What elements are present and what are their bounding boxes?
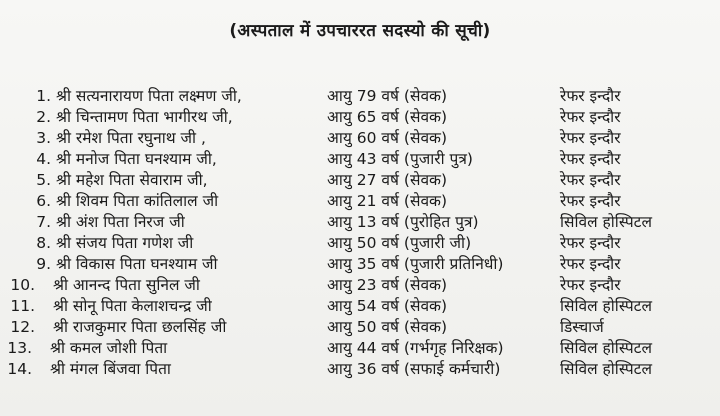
- hospital-status: रेफर इन्दौर: [560, 171, 621, 189]
- row-number: 11.: [10, 297, 35, 315]
- hospital-status: रेफर इन्दौर: [560, 276, 621, 294]
- list-item: [0, 107, 720, 128]
- hospital-status: सिविल होस्पिटल: [560, 297, 652, 315]
- member-age-role: आयु 60 वर्ष (सेवक): [327, 129, 448, 147]
- list-item: [0, 317, 720, 338]
- member-age-role: आयु 79 वर्ष (सेवक): [327, 87, 448, 105]
- member-name: श्री मंगल बिंजवा पिता: [50, 360, 171, 378]
- hospital-status: रेफर इन्दौर: [560, 108, 621, 126]
- member-age-role: आयु 44 वर्ष (गर्भगृह निरिक्षक): [327, 339, 504, 357]
- list-item: [0, 128, 720, 149]
- member-age-role: आयु 21 वर्ष (सेवक): [327, 192, 448, 210]
- row-number: 4.: [36, 150, 51, 168]
- member-name: श्री कमल जोशी पिता: [50, 339, 168, 357]
- member-age-role: आयु 36 वर्ष (सफाई कर्मचारी): [327, 360, 501, 378]
- hospital-status: रेफर इन्दौर: [560, 255, 621, 273]
- hospital-status: डिस्चार्ज: [560, 318, 604, 336]
- hospital-status: रेफर इन्दौर: [560, 192, 621, 210]
- hospital-status: रेफर इन्दौर: [560, 87, 621, 105]
- hospital-status: सिविल होस्पिटल: [560, 213, 652, 231]
- member-name: श्री चिन्तामण पिता भागीरथ जी,: [56, 108, 233, 126]
- row-number: 10.: [10, 276, 35, 294]
- list-item: [0, 254, 720, 275]
- row-number: 14.: [7, 360, 32, 378]
- member-age-role: आयु 27 वर्ष (सेवक): [327, 171, 448, 189]
- member-name: श्री मनोज पिता घनश्याम जी,: [56, 150, 217, 168]
- row-number: 1.: [36, 87, 51, 105]
- member-name: श्री महेश पिता सेवाराम जी,: [56, 171, 208, 189]
- row-number: 2.: [36, 108, 51, 126]
- list-item: [0, 86, 720, 107]
- row-number: 13.: [7, 339, 32, 357]
- hospital-status: सिविल होस्पिटल: [560, 360, 652, 378]
- list-item: [0, 338, 720, 359]
- row-number: 8.: [36, 234, 51, 252]
- member-name: श्री विकास पिता घनश्याम जी: [56, 255, 218, 273]
- member-age-role: आयु 50 वर्ष (सेवक): [327, 318, 448, 336]
- member-age-role: आयु 13 वर्ष (पुरोहित पुत्र): [327, 213, 479, 231]
- list-item: [0, 275, 720, 296]
- list-item: [0, 359, 720, 380]
- member-name: श्री अंश पिता निरज जी: [56, 213, 185, 231]
- row-number: 7.: [36, 213, 51, 231]
- list-item: [0, 191, 720, 212]
- row-number: 6.: [36, 192, 51, 210]
- row-number: 9.: [36, 255, 51, 273]
- list-item: [0, 170, 720, 191]
- member-name: श्री सत्यनारायण पिता लक्ष्मण जी,: [56, 87, 242, 105]
- row-number: 12.: [10, 318, 35, 336]
- member-name: श्री सोनू पिता केलाशचन्द्र जी: [53, 297, 212, 315]
- hospital-status: रेफर इन्दौर: [560, 129, 621, 147]
- member-age-role: आयु 54 वर्ष (सेवक): [327, 297, 448, 315]
- member-name: श्री राजकुमार पिता छलसिंह जी: [53, 318, 227, 336]
- member-name: श्री संजय पिता गणेश जी: [56, 234, 194, 252]
- member-age-role: आयु 35 वर्ष (पुजारी प्रतिनिधी): [327, 255, 504, 273]
- member-age-role: आयु 43 वर्ष (पुजारी पुत्र): [327, 150, 473, 168]
- hospital-status: रेफर इन्दौर: [560, 234, 621, 252]
- hospital-status: रेफर इन्दौर: [560, 150, 621, 168]
- row-number: 3.: [36, 129, 51, 147]
- member-name: श्री रमेश पिता रघुनाथ जी ,: [56, 129, 206, 147]
- member-age-role: आयु 50 वर्ष (पुजारी जी): [327, 234, 472, 252]
- list-item: [0, 296, 720, 317]
- list-item: [0, 212, 720, 233]
- list-item: [0, 233, 720, 254]
- hospital-status: सिविल होस्पिटल: [560, 339, 652, 357]
- member-age-role: आयु 23 वर्ष (सेवक): [327, 276, 448, 294]
- member-name: श्री शिवम पिता कांतिलाल जी: [56, 192, 219, 210]
- page-title: (अस्पताल में उपचाररत सदस्यो की सूची): [229, 21, 491, 41]
- list-item: [0, 149, 720, 170]
- row-number: 5.: [36, 171, 51, 189]
- member-name: श्री आनन्द पिता सुनिल जी: [53, 276, 200, 294]
- member-age-role: आयु 65 वर्ष (सेवक): [327, 108, 448, 126]
